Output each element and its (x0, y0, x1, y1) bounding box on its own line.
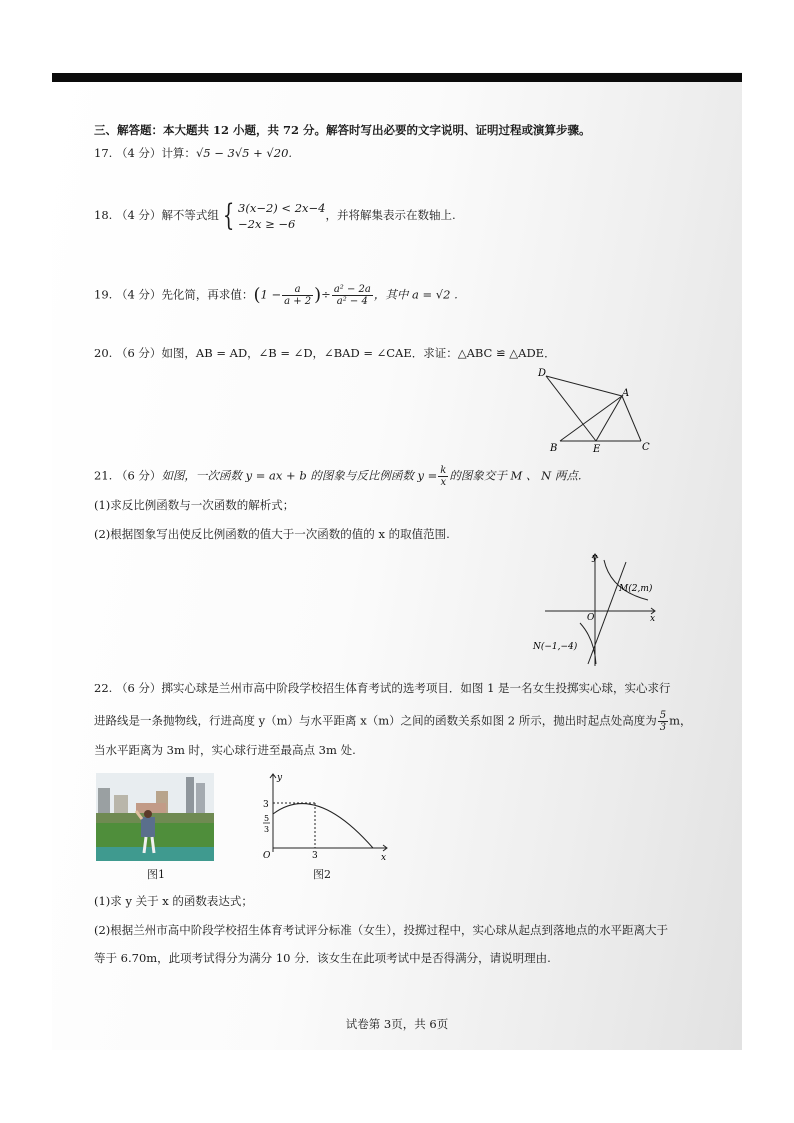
parabola-origin: O (263, 851, 271, 861)
q21-text-b: 的图象交于 M 、 N 两点. (449, 468, 582, 483)
tick-y-3: 3 (263, 800, 269, 810)
graph-x-label: x (650, 614, 656, 624)
q20-triangle-figure (530, 365, 660, 455)
parabola-y-label: y (277, 773, 283, 783)
question-22-line-2 (94, 710, 692, 733)
q18-system (238, 200, 325, 232)
q19-prefix: 先化简，再求值： (161, 287, 254, 302)
q18-brace: { (222, 198, 235, 233)
figure-2-caption: 图2 (313, 868, 331, 881)
label-D: D (538, 368, 547, 379)
q18-number: 18. (94, 208, 113, 222)
section-heading: 三、解答题：本大题共 12 小题，共 72 分。解答时写出必要的文字说明、证明过程或演算步骤。 (94, 123, 591, 137)
label-A: A (622, 388, 630, 399)
shot-put-photo (96, 773, 214, 861)
q17-score: （4 分） (115, 146, 162, 160)
question-20 (94, 345, 556, 361)
q17-number: 17. (94, 146, 113, 160)
q18-inequality-2: −2x ≥ −6 (238, 217, 296, 231)
q22-score: （6 分） (115, 681, 162, 695)
segment-DA (546, 376, 622, 396)
q20-text: 如图，AB = AD，∠B = ∠D，∠BAD = ∠CAE．求证：△ABC ≌ △ADE． (161, 346, 556, 360)
q21-sub-2: (2)根据图象写出使反比例函数的值大于一次函数的值的 x 的取值范围. (94, 527, 450, 541)
graph-y-label: y (592, 553, 598, 563)
q21-sub-1: (1)求反比例函数与一次函数的解析式； (94, 498, 295, 512)
question-22-line-1 (94, 680, 671, 696)
q19-suffix: ，其中 a = √2 . (373, 287, 458, 302)
q22-sub-2-line-1: (2)根据兰州市高中阶段学校招生体育考试评分标准（女生），投掷过程中，实心球从起点到落地点的水平距离大于 (94, 923, 669, 937)
q21-number: 21. (94, 468, 113, 483)
q19-fraction-1: $\frac{a}{a + 2}$ (284, 284, 312, 307)
parabola-x-label: x (381, 853, 387, 862)
q21-function-graph (530, 548, 670, 670)
q19-one-minus: 1 − (260, 287, 282, 302)
q17-expression: √5 − 3√5 + √20. (195, 146, 293, 160)
point-N-label: N(−1,−4) (533, 642, 578, 652)
question-21 (94, 465, 581, 488)
page-footer: 试卷第 3页，共 6页 (345, 1017, 449, 1031)
tick-y-five: 5 (264, 814, 270, 823)
page-top-rule (52, 73, 742, 82)
question-22-line-3: 当水平距离为 3m 时，实心球行进至最高点 3m 处. (94, 743, 356, 757)
graph-origin: O (587, 613, 595, 623)
q22-line-1-text: 掷实心球是兰州市高中阶段学校招生体育考试的选考项目．如图 1 是一名女生投掷实心球，实心求行 (161, 681, 671, 695)
hyperbola-branch-1 (604, 560, 648, 600)
hyperbola-branch-2 (580, 623, 596, 664)
q20-number: 20. (94, 346, 113, 360)
tick-x-3: 3 (312, 851, 318, 861)
q18-score: （4 分） (115, 208, 162, 222)
q22-number: 22. (94, 681, 113, 695)
q17-prefix: 计算： (161, 146, 196, 160)
q22-height-fraction: $\frac{5}{3}$ (659, 710, 667, 733)
question-17 (94, 145, 292, 161)
q19-score: （4 分） (115, 287, 162, 302)
point-M-label: M(2,m) (619, 584, 653, 594)
label-E: E (593, 444, 601, 455)
label-B: B (550, 443, 558, 454)
q22-height-unit: m， (669, 713, 692, 728)
q21-text-a: 如图，一次函数 y = ax + b 的图象与反比例函数 y = (161, 468, 438, 483)
q19-divide: ÷ (321, 287, 331, 302)
q22-sub-2-line-2: 等于 6.70m，此项考试得分为满分 10 分．该女生在此项考试中是否得满分，请说明理由. (94, 951, 551, 965)
figure-1-caption: 图1 (147, 868, 165, 881)
q21-fraction: $\frac{k}{x}$ (440, 465, 447, 488)
label-C: C (642, 442, 650, 453)
q22-parabola-graph (255, 770, 395, 862)
q18-prefix: 解不等式组 (161, 208, 219, 222)
q19-number: 19. (94, 287, 113, 302)
segment-AC (622, 396, 641, 441)
q18-inequality-1: 3(x−2) < 2x−4 (238, 201, 326, 215)
question-18 (94, 200, 456, 232)
parabola-path (273, 804, 373, 848)
tick-y-three-den: 3 (264, 825, 270, 834)
question-19: 19. （4 分）先化简，再求值：(1 − $\frac{a}{a + 2}$ )÷ $\frac{\text{a² − 2a}}{\text{a² − 4}}$ ，其中 a = √2 . (94, 284, 458, 307)
q18-suffix: ，并将解集表示在数轴上. (325, 208, 456, 222)
segment-DE (546, 376, 596, 441)
q22-sub-1: (1)求 y 关于 x 的函数表达式； (94, 894, 253, 908)
q19-fraction-2: $\frac{\text{a² − 2a}}{\text{a² − 4}}$ (333, 284, 371, 307)
q20-score: （6 分） (115, 346, 162, 360)
q22-line-2-text: 进路线是一条抛物线，行进高度 y（m）与水平距离 x（m）之间的函数关系如图 2 所示，抛出时起点处高度为 (94, 713, 657, 728)
q21-score: （6 分） (115, 468, 162, 483)
segment-AE (596, 396, 622, 441)
